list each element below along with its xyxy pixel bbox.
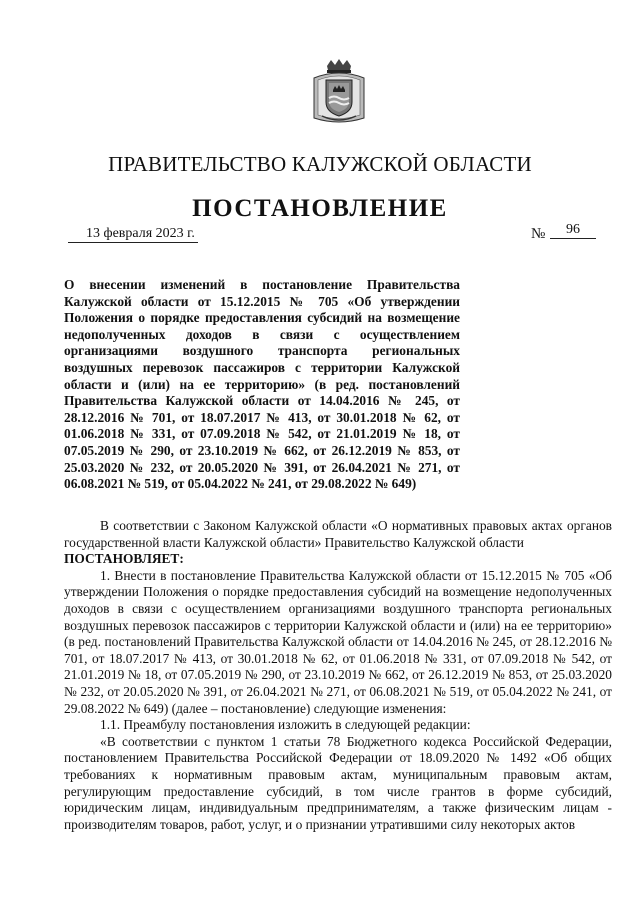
paragraph-1: 1. Внести в постановление Правительства Калужской области от 15.12.2015 № 705 «Об утверждении Положения о порядке предоставления субсидий на возмещение недополученных доходов в связи с осуществлением организациями воздушного транспорта региональных воздушных перевозок пассажиров с территории Калужской области и (или) на ее территорию» (в ред. постановлений Правительства Калужской области от 14.04.2016 № 245, от 28.12.2016 № 701, от 18.07.2017 № 413, от 30.01.2018 № 62, от 01.06.2018 № 331, от 07.09.2018 № 542, от 21.01.2019 № 18, от 07.05.2019 № 290, от 23.10.2019 № 662, от 26.12.2019 № 853, от 25.03.2020 № 232, от 20.05.2020 № 391, от 26.04.2021 № 271, от 06.08.2021 № 519, от 05.04.2022 № 241, от 29.08.2022 № 649) (далее – постановление) следующие изменения: (64, 567, 612, 716)
decree-number: 96 (550, 222, 596, 239)
decree-body (64, 518, 612, 833)
number-label: № (531, 226, 546, 242)
paragraph-1-1: 1.1. Преамбулу постановления изложить в следующей редакции: (100, 717, 471, 733)
coat-of-arms-icon (310, 58, 368, 126)
document-type-title: ПОСТАНОВЛЕНИЕ (192, 195, 448, 222)
decree-date: 13 февраля 2023 г. (68, 226, 198, 243)
government-name: ПРАВИТЕЛЬСТВО КАЛУЖСКОЙ ОБЛАСТИ (108, 152, 532, 176)
decree-subject: О внесении изменений в постановление Правительства Калужской области от 15.12.2015 № 705 «Об утверждении Положения о порядке предоставления субсидий на возмещение недополученных доходов в связи с осуществлением организациями воздушного транспорта региональных воздушных перевозок пассажиров с территории Калужской области и (или) на ее территорию» (в ред. постановлений Правительства Калужской области от 14.04.2016 № 245, от 28.12.2016 № 701, от 18.07.2017 № 413, от 30.01.2018 № 62, от 01.06.2018 № 331, от 07.09.2018 № 542, от 21.01.2019 № 18, от 07.05.2019 № 290, от 23.10.2019 № 662, от 26.12.2019 № 853, от 25.03.2020 № 232, от 20.05.2020 № 391, от 26.04.2021 № 271, от 06.08.2021 № 519, от 05.04.2022 № 241, от 29.08.2022 № 649) (64, 277, 460, 492)
quoted-preamble: «В соответствии с пунктом 1 статьи 78 Бюджетного кодекса Российской Федерации, постановлением Правительства Российской Федерации от 18.09.2020 № 1492 «Об общих требованиях к нормативным правовым актам, муниципальным правовым актам, регулирующим предоставление субсидий, в том числе грантов в форме субсидий, юридическим лицам, индивидуальным предпринимателям, а также физическим лицам - производителям товаров, работ, услуг, и о признании утратившими силу некоторых актов (64, 733, 612, 832)
preamble-paragraph: В соответствии с Законом Калужской области «О нормативных правовых актах органов государственной власти Калужской области» Правительство Калужской области (64, 518, 612, 550)
resolves-heading: ПОСТАНОВЛЯЕТ: (64, 551, 184, 567)
